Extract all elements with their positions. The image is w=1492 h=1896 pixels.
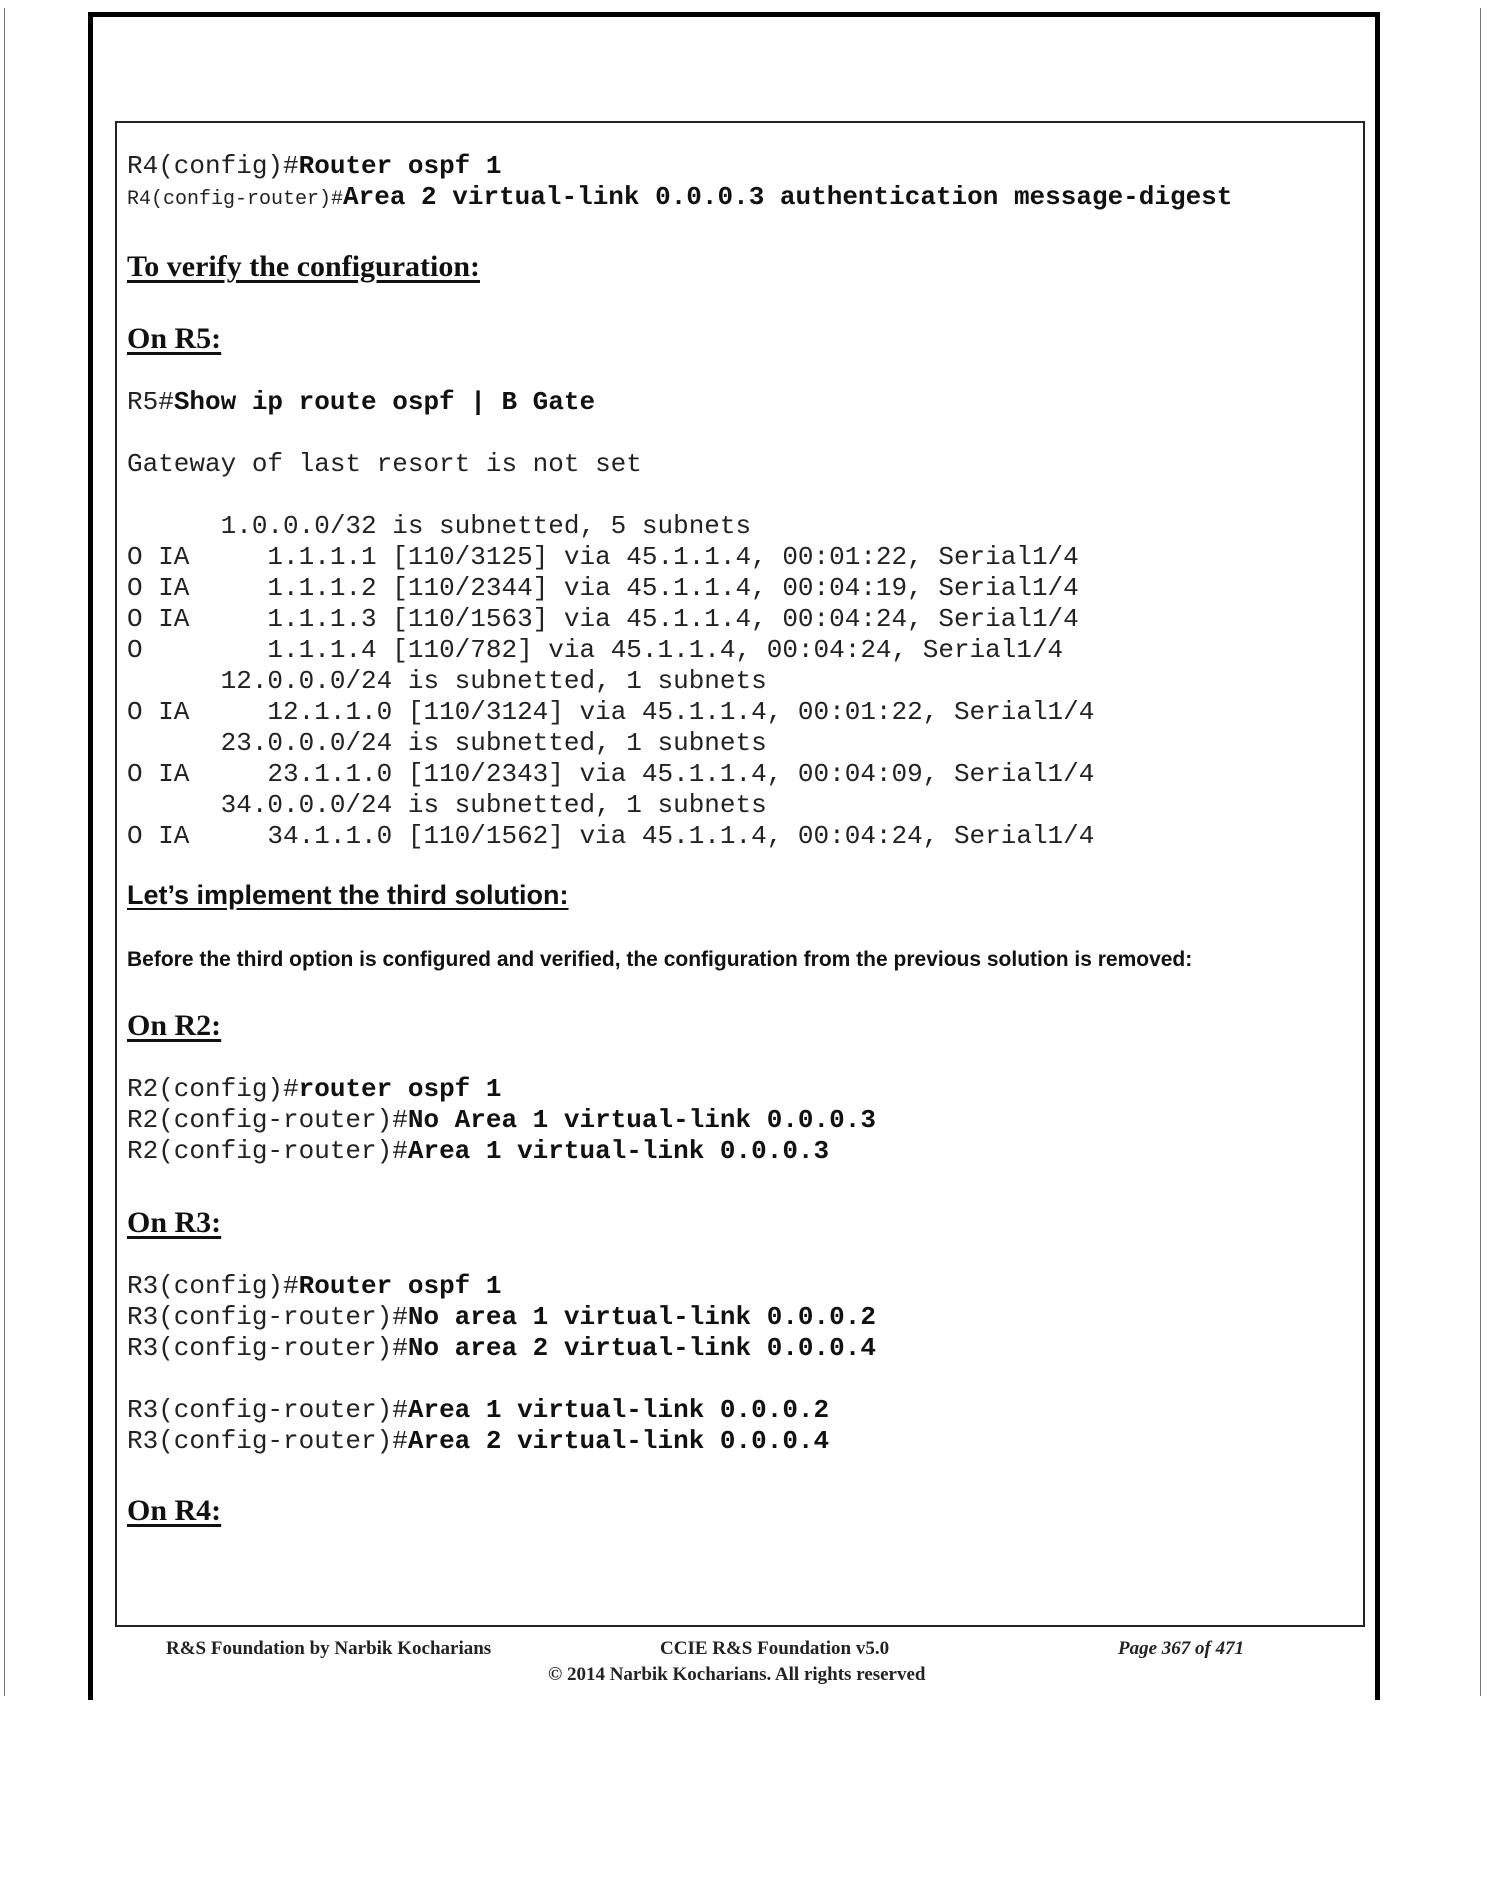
r3-config-block-a [127, 1271, 1357, 1364]
gateway-text: Gateway of last resort is not set [127, 449, 642, 479]
route-line [127, 635, 1357, 666]
cli-command: No Area 1 virtual-link 0.0.0.3 [407, 1105, 876, 1135]
route-text: 34.0.0.0/24 is subnetted, 1 subnets [127, 790, 767, 820]
route-table [127, 511, 1357, 852]
r4-config-block [127, 151, 1357, 213]
route-text: 23.0.0.0/24 is subnetted, 1 subnets [127, 728, 767, 758]
code-line [127, 1333, 1357, 1364]
route-text: 1.1.1.2 [110/2344] via 45.1.1.4, 00:04:19, Serial1/4 [189, 573, 1079, 603]
route-code: O IA [127, 759, 190, 789]
scan-edge-left [4, 8, 5, 1696]
cli-command: Router ospf 1 [298, 151, 502, 181]
route-line [127, 821, 1357, 852]
route-line [127, 573, 1357, 604]
route-line [127, 728, 1357, 759]
r3-config-block-b [127, 1395, 1357, 1457]
route-text: 1.0.0.0/32 is subnetted, 5 subnets [127, 511, 752, 541]
route-line [127, 511, 1357, 542]
route-code: O IA [127, 604, 190, 634]
route-text: 23.1.1.0 [110/2343] via 45.1.1.4, 00:04:09, Serial1/4 [189, 759, 1095, 789]
verify-heading: To verify the configuration: [127, 250, 481, 283]
on-r3-heading: On R3: [127, 1206, 222, 1239]
cli-command: Area 2 virtual-link 0.0.0.3 authentication message-digest [343, 182, 1233, 212]
gateway-line [127, 449, 1357, 480]
cli-command: Area 2 virtual-link 0.0.0.4 [407, 1426, 830, 1456]
route-code: O IA [127, 821, 190, 851]
route-text: 12.1.1.0 [110/3124] via 45.1.1.4, 00:01:22, Serial1/4 [189, 697, 1095, 727]
r2-config-block [127, 1074, 1357, 1167]
cli-command: Show ip route ospf | B Gate [173, 387, 596, 417]
route-line [127, 697, 1357, 728]
footer [115, 1636, 1365, 1688]
route-code: O [127, 635, 190, 665]
third-solution-heading: Let’s implement the third solution: [127, 880, 569, 910]
route-line [127, 790, 1357, 821]
footer-left: R&S Foundation by Narbik Kocharians [166, 1638, 492, 1659]
third-solution-paragraph: Before the third option is configured and verified, the configuration from the previous solution is removed: [127, 948, 1193, 971]
cli-prompt: R2(config)# [127, 1074, 299, 1104]
cli-prompt: R3(config-router)# [127, 1395, 408, 1425]
route-text: 1.1.1.1 [110/3125] via 45.1.1.4, 00:01:22, Serial1/4 [189, 542, 1079, 572]
on-r4-heading: On R4: [127, 1494, 222, 1527]
cli-command: No area 2 virtual-link 0.0.0.4 [407, 1333, 876, 1363]
footer-center: CCIE R&S Foundation v5.0 [660, 1638, 890, 1659]
code-line [127, 1395, 1357, 1426]
cli-prompt: R4(config-router)# [127, 188, 344, 211]
route-line [127, 604, 1357, 635]
on-r5-heading: On R5: [127, 322, 222, 355]
route-text: 34.1.1.0 [110/1562] via 45.1.1.4, 00:04:24, Serial1/4 [189, 821, 1095, 851]
cli-command: Router ospf 1 [298, 1271, 502, 1301]
cli-command: router ospf 1 [298, 1074, 502, 1104]
code-line [127, 1074, 1357, 1105]
code-line [127, 1426, 1357, 1457]
code-line [127, 1302, 1357, 1333]
footer-copyright: © 2014 Narbik Kocharians. All rights reserved [548, 1664, 926, 1685]
footer-row-1 [115, 1636, 1365, 1662]
code-line [127, 1271, 1357, 1302]
scan-edge-right [1480, 8, 1481, 1696]
code-line [127, 151, 1357, 182]
code-line [127, 387, 1357, 418]
cli-prompt: R4(config)# [127, 151, 299, 181]
cli-prompt: R3(config)# [127, 1271, 299, 1301]
route-line [127, 666, 1357, 697]
route-line [127, 759, 1357, 790]
page-number: Page 367 of 471 [1118, 1638, 1245, 1659]
cli-prompt: R2(config-router)# [127, 1136, 408, 1166]
route-text: 12.0.0.0/24 is subnetted, 1 subnets [127, 666, 767, 696]
cli-prompt: R3(config-router)# [127, 1302, 408, 1332]
cli-prompt: R3(config-router)# [127, 1426, 408, 1456]
document-body [127, 121, 1357, 1529]
code-line [127, 1105, 1357, 1136]
route-code: O IA [127, 542, 190, 572]
cli-prompt: R3(config-router)# [127, 1333, 408, 1363]
cli-prompt: R2(config-router)# [127, 1105, 408, 1135]
code-line [127, 1136, 1357, 1167]
route-code: O IA [127, 573, 190, 603]
cli-command: Area 1 virtual-link 0.0.0.3 [407, 1136, 830, 1166]
cli-command: Area 1 virtual-link 0.0.0.2 [407, 1395, 830, 1425]
route-line [127, 542, 1357, 573]
route-text: 1.1.1.4 [110/782] via 45.1.1.4, 00:04:24, Serial1/4 [189, 635, 1064, 665]
route-code: O IA [127, 697, 190, 727]
footer-row-2 [115, 1662, 1365, 1688]
r5-command [127, 387, 1357, 418]
code-line [127, 182, 1357, 213]
cli-command: No area 1 virtual-link 0.0.0.2 [407, 1302, 876, 1332]
route-text: 1.1.1.3 [110/1563] via 45.1.1.4, 00:04:24, Serial1/4 [189, 604, 1079, 634]
on-r2-heading: On R2: [127, 1009, 222, 1042]
cli-prompt: R5# [127, 387, 174, 417]
